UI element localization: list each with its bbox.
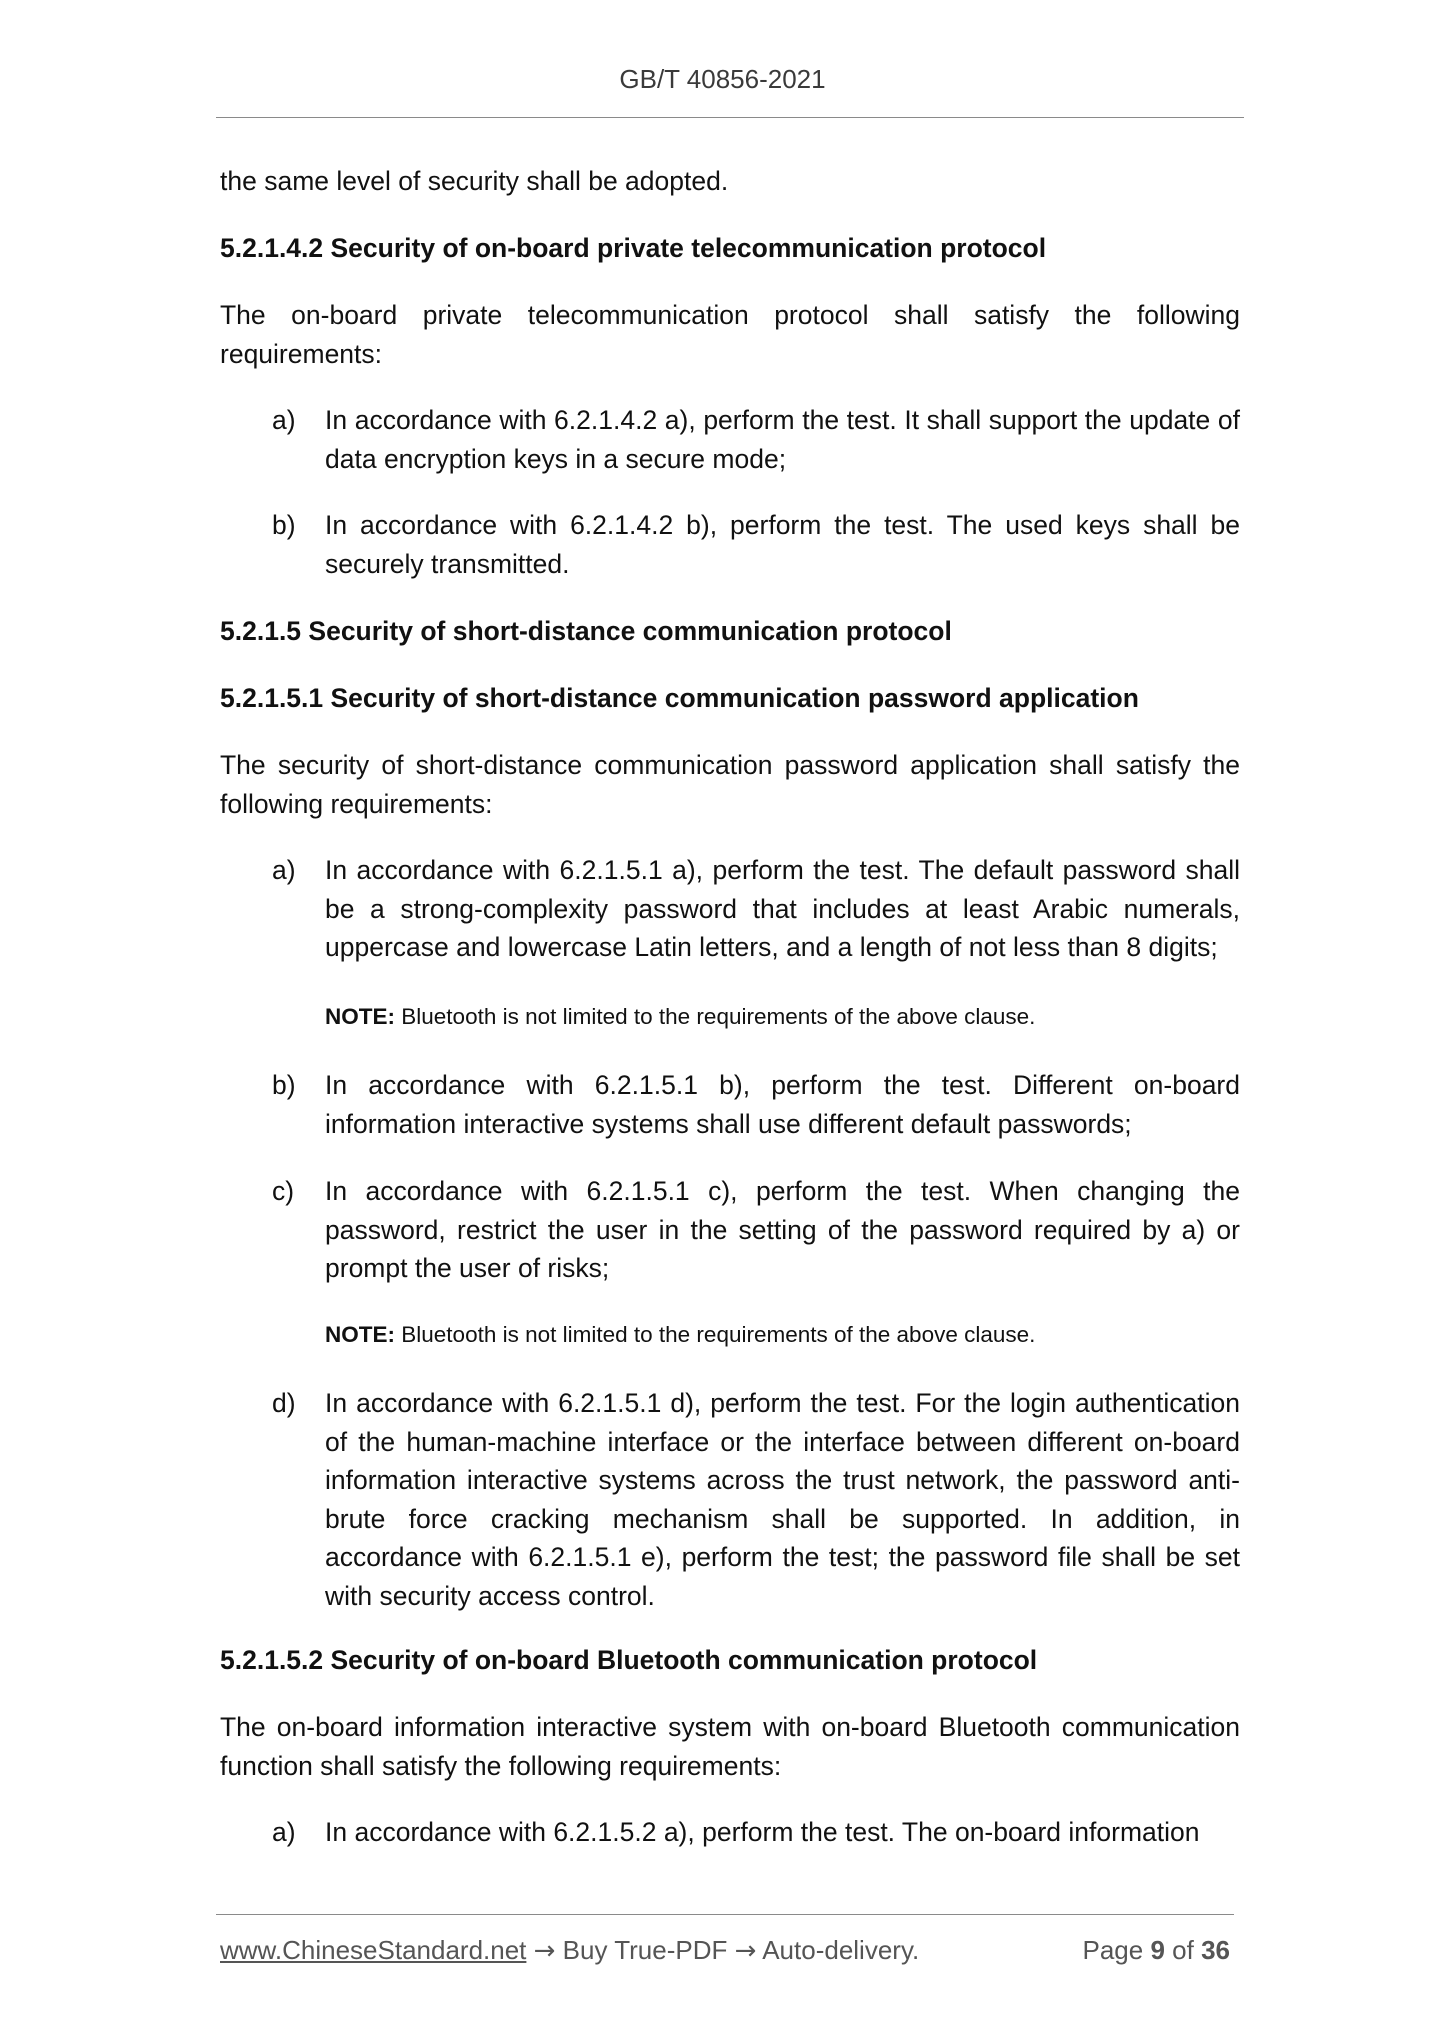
note bbox=[325, 1320, 1240, 1350]
list-item-label: d) bbox=[272, 1388, 296, 1418]
list-item-label: b) bbox=[272, 510, 296, 540]
list-item-label: a) bbox=[272, 855, 296, 885]
header-divider bbox=[216, 117, 1244, 118]
note-label: NOTE: bbox=[325, 1322, 395, 1347]
paragraph-continuation: the same level of security shall be adopted. bbox=[220, 166, 729, 196]
buy-true-pdf-text: Buy True-PDF bbox=[562, 1935, 728, 1965]
list-item-label: c) bbox=[272, 1176, 295, 1206]
list-item-text: In accordance with 6.2.1.5.1 c), perform the test. When changing the password, restrict the user in the setting of the password required by a) or prompt the user of risks; bbox=[325, 1176, 1240, 1283]
current-page-number: 9 bbox=[1150, 1935, 1165, 1965]
section-heading-5-2-1-4-2: 5.2.1.4.2 Security of on-board private telecommunication protocol bbox=[220, 233, 1047, 263]
page-footer bbox=[220, 1935, 1230, 1975]
list-item-label: a) bbox=[272, 1817, 296, 1847]
document-header: GB/T 40856-2021 bbox=[619, 64, 826, 94]
list-item-text: In accordance with 6.2.1.5.1 b), perform the test. Different on-board information interactive systems shall use different default passwords; bbox=[325, 1070, 1240, 1139]
arrow-right-icon: → bbox=[533, 1936, 556, 1966]
section-heading-5-2-1-5-1: 5.2.1.5.1 Security of short-distance communication password application bbox=[220, 683, 1139, 713]
list-item-text: In accordance with 6.2.1.4.2 a), perform the test. It shall support the update of data encryption keys in a secure mode; bbox=[325, 405, 1240, 474]
list-item-label: b) bbox=[272, 1070, 296, 1100]
page-word: Page bbox=[1082, 1935, 1144, 1965]
list-item-text: In accordance with 6.2.1.5.2 a), perform the test. The on-board information bbox=[325, 1817, 1200, 1847]
arrow-right-icon: → bbox=[734, 1936, 757, 1966]
list-item-text: In accordance with 6.2.1.5.1 a), perform the test. The default password shall be a strong-complexity password that includes at least Arabic numerals, uppercase and lowercase Latin letters, and a length of not less than 8 digits; bbox=[325, 855, 1240, 962]
page-indicator bbox=[1082, 1935, 1230, 1966]
note-label: NOTE: bbox=[325, 1004, 395, 1029]
of-word: of bbox=[1172, 1935, 1194, 1965]
note-text: Bluetooth is not limited to the requirements of the above clause. bbox=[401, 1004, 1036, 1029]
list-item-text: In accordance with 6.2.1.5.1 d), perform the test. For the login authentication of the human-machine interface or the interface between different on-board information interactive systems across the trust network, the password anti-brute force cracking mechanism shall be supported. In addition, in accordance with 6.2.1.5.1 e), perform the test; the password file shall be set with security access control. bbox=[325, 1388, 1240, 1611]
list-item-text: In accordance with 6.2.1.4.2 b), perform the test. The used keys shall be securely transmitted. bbox=[325, 510, 1240, 579]
note bbox=[325, 1002, 1240, 1032]
paragraph-private-protocol: The on-board private telecommunication protocol shall satisfy the following requirements: bbox=[220, 300, 1240, 369]
list-item-label: a) bbox=[272, 405, 296, 435]
footer-divider bbox=[216, 1914, 1234, 1915]
auto-delivery-text: Auto-delivery. bbox=[762, 1935, 920, 1965]
website-link[interactable]: www.ChineseStandard.net bbox=[220, 1935, 527, 1965]
paragraph-password-application: The security of short-distance communication password application shall satisfy the following requirements: bbox=[220, 750, 1240, 819]
footer-links bbox=[220, 1935, 919, 1966]
note-text: Bluetooth is not limited to the requirements of the above clause. bbox=[401, 1322, 1036, 1347]
section-heading-5-2-1-5-2: 5.2.1.5.2 Security of on-board Bluetooth communication protocol bbox=[220, 1645, 1038, 1675]
paragraph-bluetooth: The on-board information interactive system with on-board Bluetooth communication function shall satisfy the following requirements: bbox=[220, 1712, 1240, 1781]
total-pages-number: 36 bbox=[1201, 1935, 1230, 1965]
section-heading-5-2-1-5: 5.2.1.5 Security of short-distance communication protocol bbox=[220, 616, 952, 646]
